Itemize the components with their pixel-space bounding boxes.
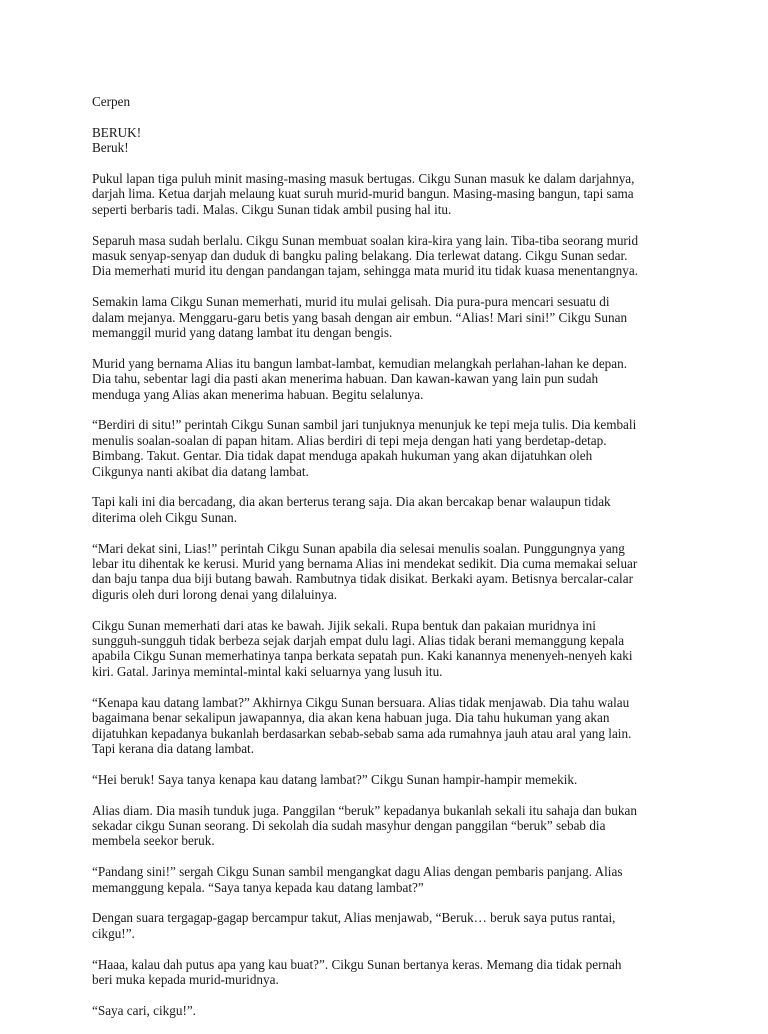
paragraph-line: dalam mejanya. Menggaru-garu betis yang basah dengan air embun. “Alias! Mari sini!” Cikgu Sunan bbox=[92, 309, 628, 325]
story-paragraph bbox=[92, 417, 692, 479]
paragraph-line: seperti berbaris tadi. Malas. Cikgu Sunan tidak ambil pusing hal itu. bbox=[92, 201, 452, 217]
story-paragraph bbox=[92, 294, 692, 340]
paragraph-line: Cikgunya nanti akibat dia datang lambat. bbox=[92, 463, 309, 479]
paragraph-line: Bimbang. Takut. Gentar. Dia tidak dapat menduga apakah hukuman yang akan dijatuhkan oleh bbox=[92, 448, 593, 464]
paragraph-line: Pukul lapan tiga puluh minit masing-masing masuk bertugas. Cikgu Sunan masuk ke dalam darjahnya, bbox=[92, 171, 635, 186]
paragraph-line: “Berdiri di situ!” perintah Cikgu Sunan sambil jari tunjuknya menunjuk ke tepi meja tulis. Dia kembali bbox=[92, 417, 637, 433]
paragraph-line: menduga yang Alias akan menerima habuan. Begitu selalunya. bbox=[92, 386, 424, 402]
document-header bbox=[92, 94, 692, 109]
paragraph-line: “Pandang sini!” sergah Cikgu Sunan sambil mengangkat dagu Alias dengan pembaris panjang. Alias bbox=[92, 864, 623, 880]
paragraph-line: beri muka kepada murid-muridnya. bbox=[92, 971, 279, 987]
paragraph-line: dan baju tanpa dua biji butang bawah. Rambutnya tidak disikat. Berkaki ayam. Betisnya bercalar-calar bbox=[92, 571, 633, 587]
story-paragraph bbox=[92, 233, 692, 279]
paragraph-line: Cikgu Sunan memerhati dari atas ke bawah. Jijik sekali. Rupa bentuk dan pakaian muridnya ini bbox=[92, 617, 596, 633]
story-paragraph bbox=[92, 618, 692, 680]
paragraph-line: Dia memerhati murid itu dengan pandangan tajam, sehingga mata murid itu tidak kuasa menentangnya. bbox=[92, 263, 639, 279]
paragraph-line: diterima oleh Cikgu Sunan. bbox=[92, 509, 238, 525]
paragraph-line: Dengan suara tergagap-gagap bercampur takut, Alias menjawab, “Beruk… beruk saya putus rantai, bbox=[92, 910, 616, 926]
paragraph-line: “Hei beruk! Saya tanya kenapa kau datang lambat?” Cikgu Sunan hampir-hampir memekik. bbox=[92, 771, 578, 787]
story-paragraph bbox=[92, 1003, 692, 1018]
paragraph-line: sungguh-sungguh tidak berbeza sejak darjah empat dulu lagi. Alias tidak berani memanggung kepala bbox=[92, 633, 625, 649]
paragraph-line: membela seekor beruk. bbox=[92, 833, 215, 849]
paragraph-line: Tapi kerana dia datang lambat. bbox=[92, 740, 255, 756]
story-body bbox=[92, 171, 692, 1018]
paragraph-line: apabila Cikgu Sunan memerhatinya tanpa berkata sepatah pun. Kaki kanannya menenyeh-nenyeh kaki bbox=[92, 648, 633, 664]
paragraph-line: dijatuhkan kepadanya bukanlah berdasarkan sebab-sebab sama ada rumahnya jauh atau aral yang lain. bbox=[92, 725, 632, 741]
paragraph-line: “Mari dekat sini, Lias!” perintah Cikgu Sunan apabila dia selesai menulis soalan. Punggungnya yang bbox=[92, 540, 625, 556]
story-paragraph bbox=[92, 494, 692, 525]
story-paragraph bbox=[92, 910, 692, 941]
paragraph-line: Tapi kali ini dia bercadang, dia akan berterus terang saja. Dia akan bercakap benar walaupun tidak bbox=[92, 494, 611, 510]
paragraph-line: kiri. Gatal. Jarinya memintal-mintal kaki seluarnya yang lusuh itu. bbox=[92, 663, 443, 679]
story-paragraph bbox=[92, 356, 692, 402]
paragraph-line: cikgu!”. bbox=[92, 925, 135, 941]
paragraph-line: “Kenapa kau datang lambat?” Akhirnya Cikgu Sunan bersuara. Alias tidak menjawab. Dia tahu walau bbox=[92, 694, 630, 710]
story-title-upper: BERUK! bbox=[92, 124, 142, 140]
paragraph-line: “Haaa, kalau dah putus apa yang kau buat?”. Cikgu Sunan bertanya keras. Memang dia tidak pernah bbox=[92, 956, 622, 972]
paragraph-line: Alias diam. Dia masih tunduk juga. Panggilan “beruk” kepadanya bukanlah sekali itu sahaja dan bukan bbox=[92, 802, 637, 818]
document-page bbox=[92, 94, 692, 1034]
paragraph-line: Murid yang bernama Alias itu bangun lambat-lambat, kemudian melangkah perlahan-lahan ke depan. bbox=[92, 355, 628, 371]
story-title bbox=[92, 125, 692, 156]
paragraph-line: memanggung kepala. “Saya tanya kepada kau datang lambat?” bbox=[92, 879, 424, 895]
story-paragraph bbox=[92, 803, 692, 849]
story-paragraph bbox=[92, 864, 692, 895]
genre-label: Cerpen bbox=[92, 94, 131, 109]
paragraph-line: darjah lima. Ketua darjah melaung kuat suruh murid-murid bangun. Masing-masing bangun, tapi sama bbox=[92, 186, 634, 202]
paragraph-line: masuk senyap-senyap dan duduk di bangku paling belakang. Dia terlewat datang. Cikgu Sunan sedar. bbox=[92, 248, 628, 264]
paragraph-line: diguris oleh duri lorong denai yang dilaluinya. bbox=[92, 586, 338, 602]
story-title-normal: Beruk! bbox=[92, 140, 129, 156]
paragraph-line: “Saya cari, cikgu!”. bbox=[92, 1002, 196, 1018]
paragraph-line: Separuh masa sudah berlalu. Cikgu Sunan membuat soalan kira-kira yang lain. Tiba-tiba seorang murid bbox=[92, 232, 639, 248]
paragraph-line: bagaimana benar sekalipun jawapannya, dia akan kena habuan juga. Dia tahu hukuman yang akan bbox=[92, 710, 610, 726]
story-paragraph bbox=[92, 772, 692, 787]
paragraph-line: memanggil murid yang datang lambat itu dengan bengis. bbox=[92, 325, 393, 341]
paragraph-line: sekadar cikgu Sunan seorang. Di sekolah dia sudah masyhur dengan panggilan “beruk” sebab dia bbox=[92, 817, 606, 833]
story-paragraph bbox=[92, 171, 692, 217]
paragraph-line: Semakin lama Cikgu Sunan memerhati, murid itu mulai gelisah. Dia pura-pura mencari sesuatu di bbox=[92, 294, 610, 310]
paragraph-line: Dia tahu, sebentar lagi dia pasti akan menerima habuan. Dan kawan-kawan yang lain pun sudah bbox=[92, 371, 599, 387]
story-paragraph bbox=[92, 695, 692, 757]
story-paragraph bbox=[92, 957, 692, 988]
story-paragraph bbox=[92, 541, 692, 603]
paragraph-line: lebar itu dihentak ke kerusi. Murid yang bernama Alias ini mendekat sedikit. Dia cuma memakai seluar bbox=[92, 556, 638, 572]
paragraph-line: menulis soalan-soalan di papan hitam. Alias berdiri di tepi meja dengan hati yang berdetap-detap. bbox=[92, 432, 607, 448]
